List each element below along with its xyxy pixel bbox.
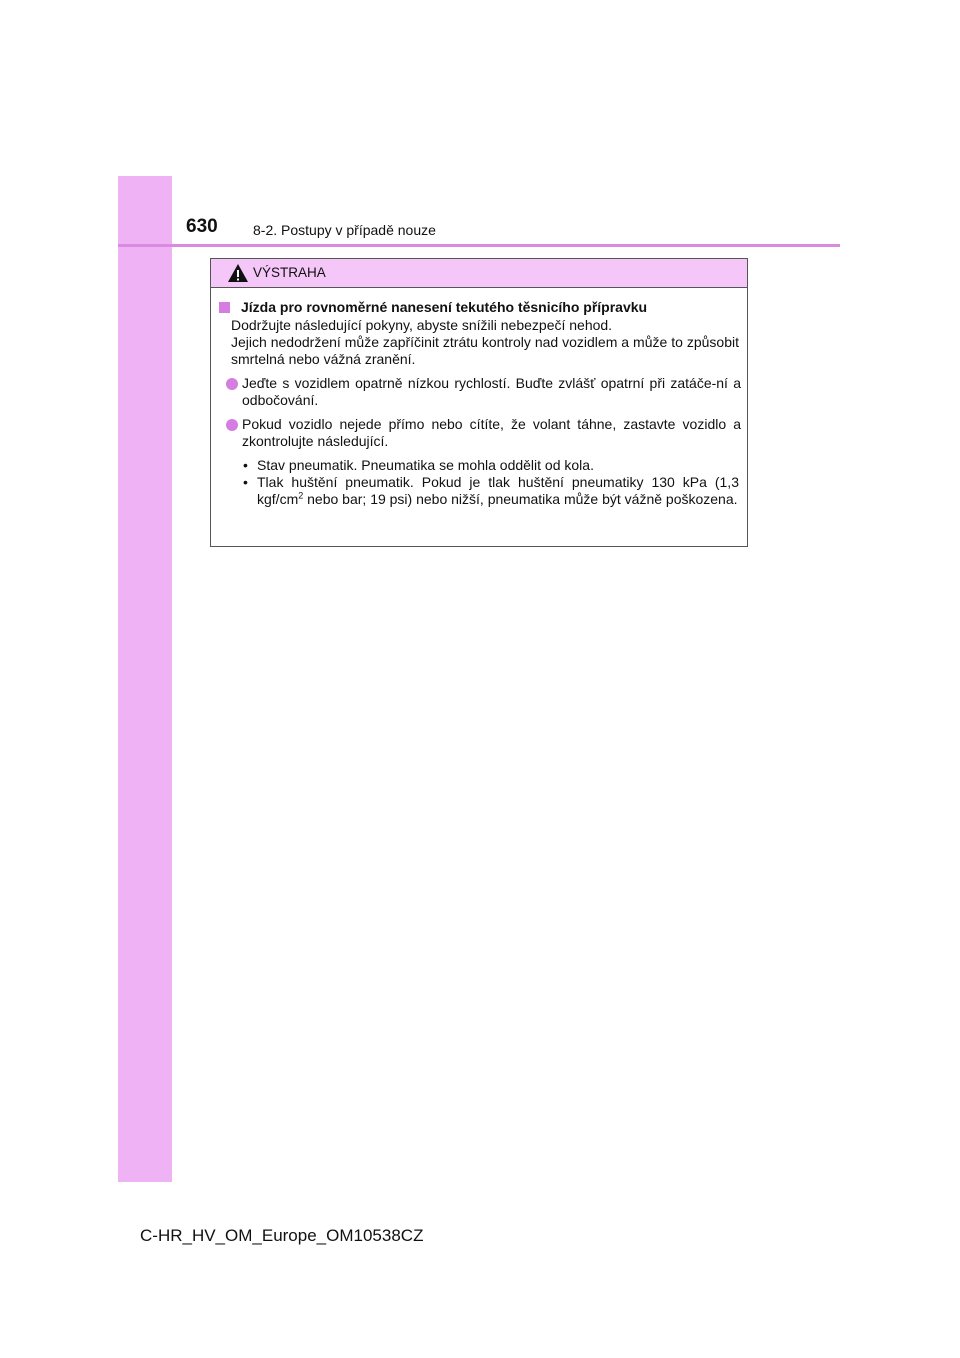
page-number: 630 [186, 216, 218, 237]
warning-header [211, 259, 747, 288]
warning-triangle-icon [227, 263, 249, 283]
small-bullet-icon: • [243, 457, 248, 473]
round-bullet-icon [226, 378, 238, 390]
list-item-text: Pokud vozidlo nejede přímo nebo cítíte, že volant táhne, zastavte vozidlo a zkontrolujte následující. [242, 416, 741, 449]
list-item-text: Jeďte s vozidlem opatrně nízkou rychlostí. Buďte zvlášť opatrní při zatáče-ní a odbočování. [242, 375, 741, 408]
warning-content [211, 299, 747, 508]
header-divider [118, 244, 840, 247]
small-bullet-icon: • [243, 474, 248, 490]
sub-list-item [211, 457, 747, 474]
list-item [211, 375, 747, 409]
sub-list-item-text-start: Tlak huštění pneumatik. Pokud je tlak huštění pneumatiky 130 kPa (1,3 kgf/cm [257, 474, 739, 507]
warning-heading [211, 299, 747, 316]
round-bullet-icon [226, 419, 238, 431]
warning-heading-text: Jízda pro rovnoměrné nanesení tekutého těsnicího přípravku [241, 299, 648, 315]
warning-paragraph-1: Dodržujte následující pokyny, abyste snížili nebezpečí nehod. [231, 317, 613, 333]
section-title: 8-2. Postupy v případě nouze [253, 222, 436, 238]
document-code: C-HR_HV_OM_Europe_OM10538CZ [140, 1226, 424, 1245]
sub-list-item-text: Stav pneumatik. Pneumatika se mohla oddělit od kola. [257, 457, 594, 473]
sub-list-item [211, 474, 747, 508]
warning-box [210, 258, 748, 547]
chapter-sidebar [118, 176, 172, 1182]
sub-list-item-text-end: nebo bar; 19 psi) nebo nižší, pneumatika může být vážně poškozena. [303, 491, 738, 507]
warning-label: VÝSTRAHA [253, 265, 326, 280]
warning-paragraph-2: Jejich nedodržení může zapříčinit ztrátu kontroly nad vozidlem a může to způsobit smrtelná nebo vážná zranění. [231, 334, 739, 367]
superscript: 2 [298, 490, 304, 501]
square-bullet-icon [219, 302, 230, 313]
list-item [211, 416, 747, 450]
